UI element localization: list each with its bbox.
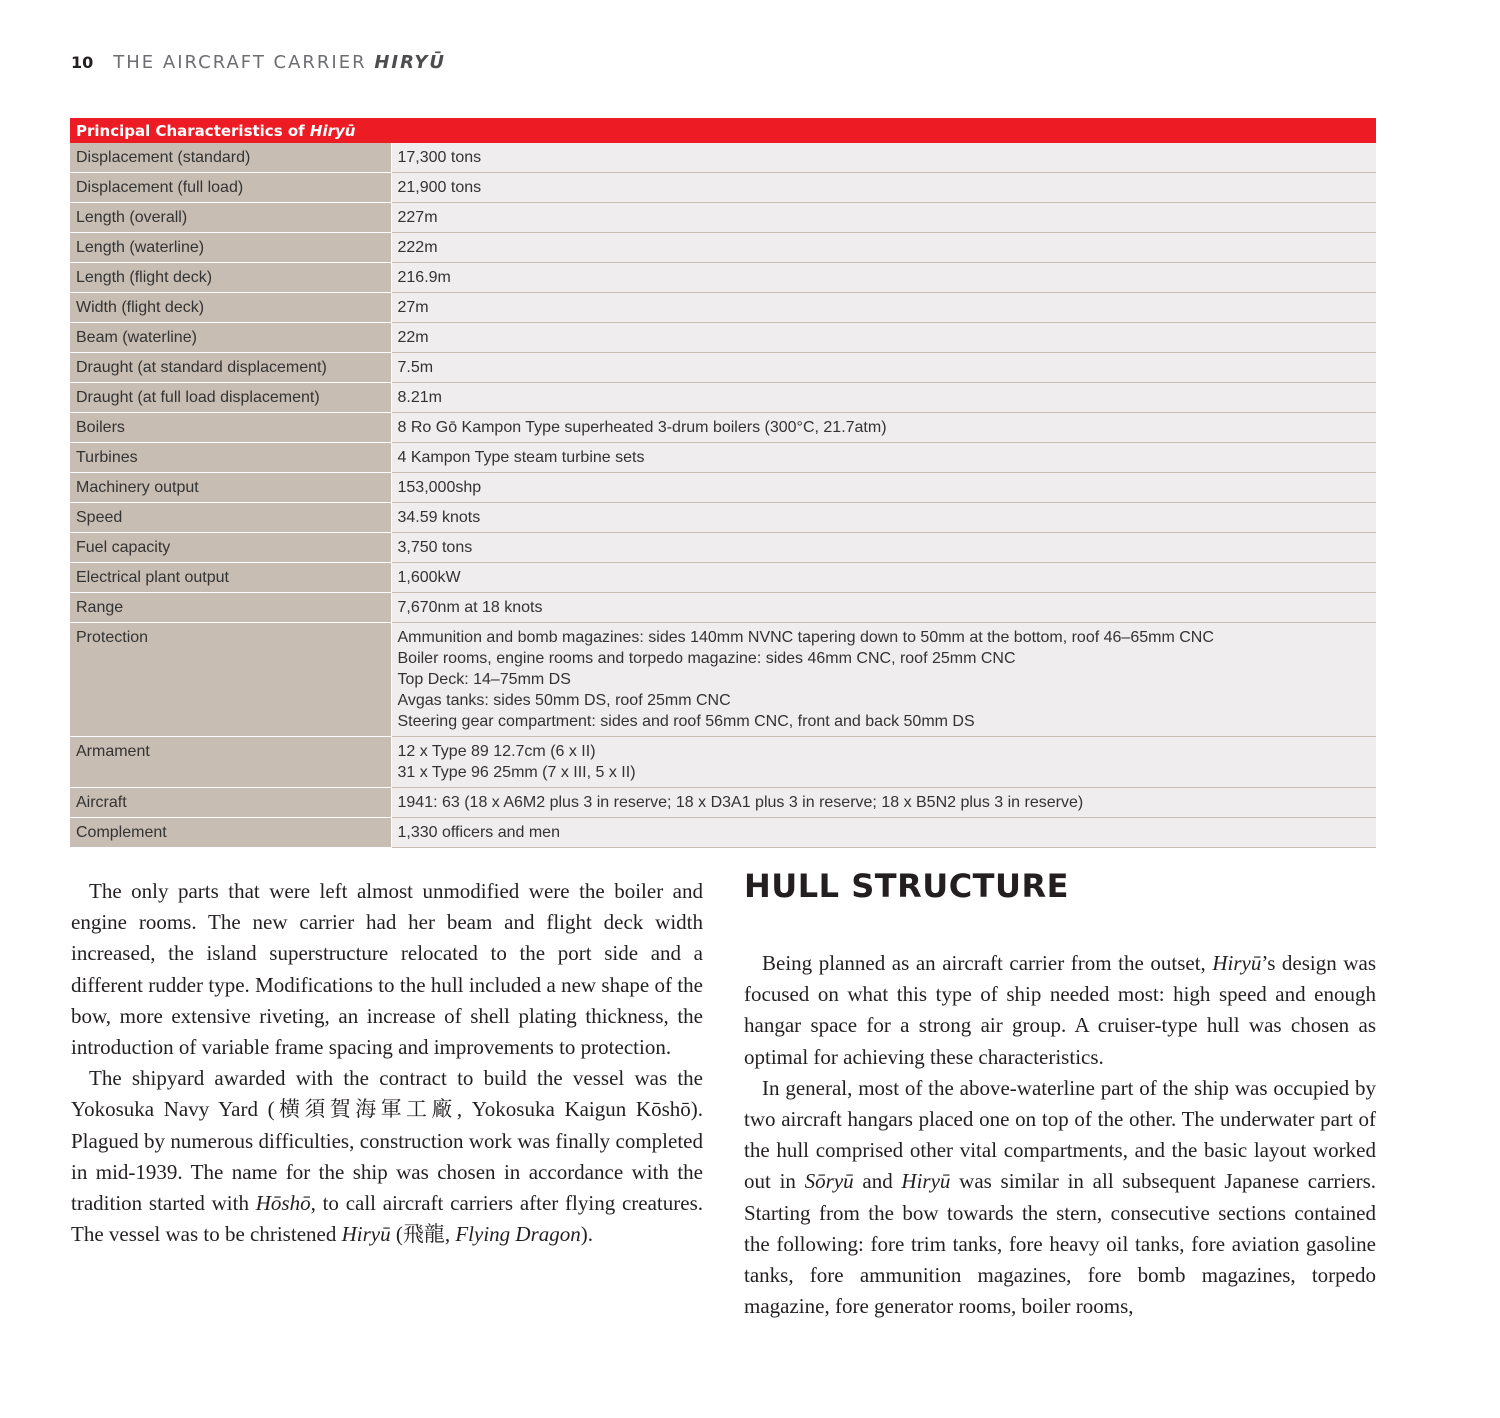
- paragraph-text: and: [853, 1169, 902, 1194]
- value-line: 21,900 tons: [397, 179, 482, 196]
- value-line: 8 Ro Gō Kampon Type superheated 3-drum boilers (300°C, 21.7atm): [397, 419, 887, 436]
- row-value: [391, 503, 1376, 533]
- paragraph-text: was similar in all subsequent Japanese carriers. Starting from the bow towards the stern, consecutive sections contained the following: fore trim tanks, fore heavy oil tanks, fore aviation gasoline tanks, fore ammunition magazines, fore bomb magazines, torpedo magazine, fore generator rooms, boiler rooms,: [744, 1169, 1376, 1319]
- table-row: [70, 383, 1376, 413]
- row-value: [391, 383, 1376, 413]
- value-line: 17,300 tons: [397, 149, 482, 166]
- row-value: [391, 533, 1376, 563]
- row-label: Electrical plant output: [70, 563, 391, 593]
- ship-name-hiryu: Hiryū: [341, 1222, 391, 1247]
- value-line: 153,000shp: [397, 479, 482, 496]
- value-line: 27m: [397, 299, 429, 316]
- value-line: 22m: [397, 329, 429, 346]
- table-title-emphasis: Hiryū: [309, 121, 356, 140]
- row-label: Displacement (full load): [70, 173, 391, 203]
- table-row: [70, 323, 1376, 353]
- row-value: [391, 353, 1376, 383]
- ship-name-hiryu: Hiryū: [901, 1169, 951, 1194]
- value-line: 227m: [397, 209, 438, 226]
- value-line: 7,670nm at 18 knots: [397, 599, 543, 616]
- row-value: [391, 413, 1376, 443]
- page-number: 10: [71, 53, 94, 72]
- value-line: 7.5m: [397, 359, 434, 376]
- characteristics-table: [70, 118, 1376, 848]
- left-column: [71, 876, 703, 1250]
- table-row: [70, 353, 1376, 383]
- table-row: [70, 263, 1376, 293]
- row-label: Length (waterline): [70, 233, 391, 263]
- paragraph-text: ).: [580, 1222, 593, 1247]
- value-line: 1,600kW: [397, 569, 461, 586]
- paragraph-text: Being planned as an aircraft carrier from the outset,: [762, 951, 1213, 975]
- row-label: Width (flight deck): [70, 293, 391, 323]
- ship-name-hiryu: Hiryū: [1212, 951, 1262, 975]
- value-line: 4 Kampon Type steam turbine sets: [397, 449, 645, 466]
- value-line: Avgas tanks: sides 50mm DS, roof 25mm CNC: [397, 692, 731, 709]
- row-label: Protection: [70, 623, 391, 737]
- row-value: [391, 203, 1376, 233]
- value-line: 31 x Type 96 25mm (7 x III, 5 x II): [397, 764, 636, 781]
- row-label: Displacement (standard): [70, 143, 391, 173]
- value-line: 34.59 knots: [397, 509, 481, 526]
- right-column: [744, 866, 1376, 1322]
- table-title: [70, 118, 1376, 143]
- row-value: [391, 818, 1376, 848]
- paragraph-text: The only parts that were left almost unmodified were the boiler and engine rooms. The new carrier had her beam and flight deck width increased, the island superstructure relocated to the port side and a different rudder type. Modifications to the hull included a new shape of the bow, more extensive riveting, an increase of shell plating thickness, the introduction of variable frame spacing and improvements to protection.: [71, 879, 703, 1060]
- row-value: [391, 293, 1376, 323]
- body-paragraph: [744, 1073, 1376, 1323]
- table-row: [70, 623, 1376, 737]
- table-row: [70, 533, 1376, 563]
- row-label: Boilers: [70, 413, 391, 443]
- row-value: [391, 473, 1376, 503]
- table-row: [70, 788, 1376, 818]
- row-label: Armament: [70, 737, 391, 788]
- ship-name-soryu: Sōryū: [804, 1169, 854, 1194]
- section-heading: HULL STRUCTURE: [744, 867, 1069, 905]
- running-title: THE AIRCRAFT CARRIER: [113, 52, 375, 73]
- paragraph-text: In general, most of the above-waterline part of the ship was occupied by two aircraft hangars placed one on top of the other. The underwater part of the hull comprised other vital compartments, and the basic layout worked out in: [744, 1075, 1376, 1194]
- row-label: Fuel capacity: [70, 533, 391, 563]
- row-value: [391, 593, 1376, 623]
- row-label: Machinery output: [70, 473, 391, 503]
- table-row: [70, 593, 1376, 623]
- ship-name-hosho: Hōshō: [255, 1191, 311, 1216]
- row-value: [391, 563, 1376, 593]
- table-row: [70, 233, 1376, 263]
- value-line: 12 x Type 89 12.7cm (6 x II): [397, 743, 596, 760]
- value-line: 1,330 officers and men: [397, 824, 560, 841]
- row-label: Aircraft: [70, 788, 391, 818]
- body-paragraph: [71, 876, 703, 1063]
- row-value: [391, 323, 1376, 353]
- value-line: 216.9m: [397, 269, 451, 286]
- paragraph-text: , to call aircraft carriers after flying creatures. The vessel was to be christened: [71, 1191, 704, 1247]
- row-label: Draught (at standard displacement): [70, 353, 391, 383]
- running-header: [71, 52, 446, 73]
- paragraph-text: The shipyard awarded with the contract to build the vessel was the Yokosuka Navy Yard (横須賀海軍工廠, Yokosuka Kaigun Kōshō). Plagued by numerous difficulties, construction work was finally completed in mid-1939. The name for the ship was chosen in accordance with the tradition started with: [71, 1066, 703, 1216]
- table-row: [70, 293, 1376, 323]
- value-line: Steering gear compartment: sides and roof 56mm CNC, front and back 50mm DS: [397, 713, 975, 730]
- row-label: Draught (at full load displacement): [70, 383, 391, 413]
- row-value: [391, 443, 1376, 473]
- row-value: [391, 233, 1376, 263]
- table-row: [70, 143, 1376, 173]
- value-line: 8.21m: [397, 389, 442, 406]
- row-value: [391, 263, 1376, 293]
- row-label: Turbines: [70, 443, 391, 473]
- value-line: Boiler rooms, engine rooms and torpedo magazine: sides 46mm CNC, roof 25mm CNC: [397, 650, 1016, 667]
- value-line: 222m: [397, 239, 438, 256]
- row-value: [391, 173, 1376, 203]
- row-value: [391, 143, 1376, 173]
- table-row: [70, 473, 1376, 503]
- table-row: [70, 173, 1376, 203]
- paragraph-text: (飛龍,: [390, 1222, 456, 1247]
- row-value: [391, 788, 1376, 818]
- table-title-text: Principal Characteristics of: [76, 121, 310, 140]
- running-title-emphasis: HIRYŪ: [374, 52, 446, 73]
- row-label: Speed: [70, 503, 391, 533]
- value-line: 1941: 63 (18 x A6M2 plus 3 in reserve; 18 x D3A1 plus 3 in reserve; 18 x B5N2 plus 3 in reserve): [397, 794, 1084, 811]
- value-line: 3,750 tons: [397, 539, 473, 556]
- table-row: [70, 203, 1376, 233]
- value-line: Top Deck: 14–75mm DS: [397, 671, 571, 688]
- table-row: [70, 818, 1376, 848]
- row-label: Length (overall): [70, 203, 391, 233]
- paragraph-text: ’s design was focused on what this type of ship needed most: high speed and enough hangar space for a strong air group. A cruiser-type hull was chosen as optimal for achieving these characteristics.: [744, 951, 1376, 1069]
- row-label: Length (flight deck): [70, 263, 391, 293]
- row-label: Range: [70, 593, 391, 623]
- name-translation: Flying Dragon: [455, 1222, 581, 1247]
- body-paragraph: [744, 948, 1376, 1073]
- table-row: [70, 503, 1376, 533]
- table-row: [70, 737, 1376, 788]
- row-label: Complement: [70, 818, 391, 848]
- row-value: [391, 737, 1376, 788]
- row-value: [391, 623, 1376, 737]
- table-row: [70, 443, 1376, 473]
- row-label: Beam (waterline): [70, 323, 391, 353]
- table-row: [70, 563, 1376, 593]
- value-line: Ammunition and bomb magazines: sides 140mm NVNC tapering down to 50mm at the bottom, roof 46–65mm CNC: [397, 629, 1214, 646]
- table-body: [70, 143, 1376, 848]
- body-paragraph: [71, 1063, 703, 1250]
- table-row: [70, 413, 1376, 443]
